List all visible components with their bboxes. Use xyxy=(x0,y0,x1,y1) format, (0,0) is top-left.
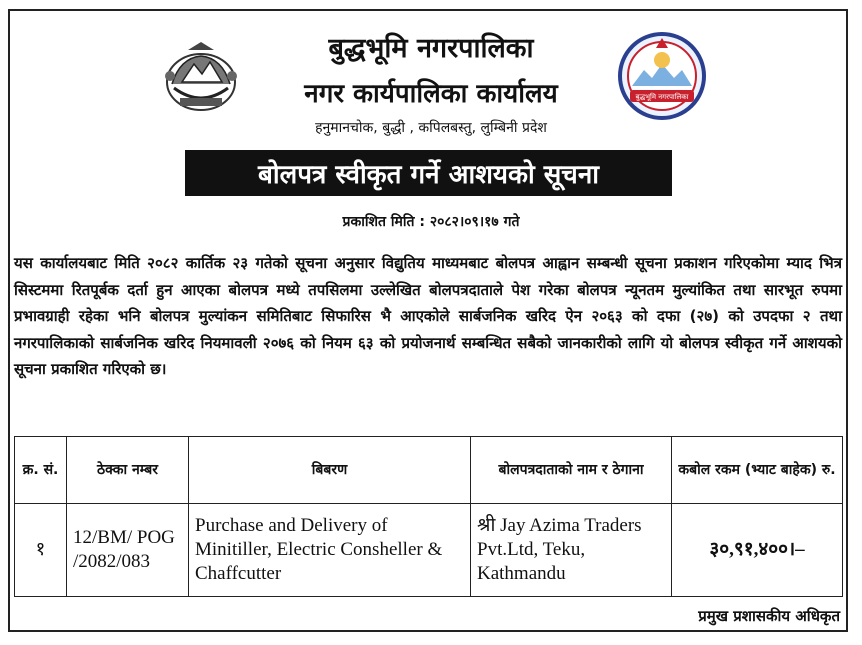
header-description: बिबरण xyxy=(189,437,471,504)
cell-description: Purchase and Delivery of Minitiller, Electric Consheller & Chaffcutter xyxy=(189,504,471,597)
cell-contract-no: 12/BM/ POG /2082/083 xyxy=(67,504,189,597)
signatory-title: प्रमुख प्रशासकीय अधिकृत xyxy=(698,607,840,625)
cell-serial: १ xyxy=(15,504,67,597)
notice-body-text: यस कार्यालयबाट मिति २०८२ कार्तिक २३ गतेको सूचना अनुसार विद्युतिय माध्यमबाट बोलपत्र आह्वान सम्बन्धी सूचना प्रकाशन गरिएकोमा म्याद भित्र सिस्टममा रितपूर्बक दर्ता हुन आएका बोलपत्र मध्ये तपसिलमा उल्लेखित बोलपत्रदाताले पेश गरेका बोलपत्र न्यूनतम मुल्यांकित तथा सारभूत रुपमा प्रभावग्राही रहेका भनि बोलपत्र मुल्यांकन समितिबाट सिफारिस भै आएकोले सार्बजनिक खरिद ऐन २०६३ को दफा (२७) को उपदफा २ तथा नगरपालिकाको सार्बजनिक खरिद नियमावली २०७६ को नियम ६३ को प्रयोजनार्थ सम्बन्धित सबैको जानकारीको लागि यो बोलपत्र स्वीकृत गर्ने आशयको सूचना प्रकाशित गरिएको छ। xyxy=(14,254,842,378)
cell-amount: ३०,९१,४००।– xyxy=(672,504,843,597)
header-amount: कबोल रकम (भ्याट बाहेक) रु. xyxy=(672,437,843,504)
table-row xyxy=(15,504,843,597)
cell-bidder: श्री Jay Azima Traders Pvt.Ltd, Teku, Kathmandu xyxy=(471,504,672,597)
tender-table xyxy=(14,436,843,597)
header-contract-no: ठेक्का नम्बर xyxy=(67,437,189,504)
logo-caption: बुद्धभूमि नगरपालिका xyxy=(635,93,689,101)
municipality-name: बुद्धभूमि नगरपालिका xyxy=(328,33,534,64)
office-address: हनुमानचोक, बुद्धी , कपिलबस्तु, लुम्बिनी प्रदेश xyxy=(315,120,547,136)
notice-title-text: बोलपत्र स्वीकृत गर्ने आशयको सूचना xyxy=(258,160,599,190)
office-name: नगर कार्यपालिका कार्यालय xyxy=(304,79,558,109)
notice-title xyxy=(185,150,672,196)
published-date: प्रकाशित मिति : २०८२।०९।१७ गते xyxy=(342,214,520,230)
header-serial: क्र. सं. xyxy=(15,437,67,504)
notice-body xyxy=(14,250,842,383)
table-header-row xyxy=(15,437,843,504)
header-bidder: बोलपत्रदाताको नाम र ठेगाना xyxy=(471,437,672,504)
